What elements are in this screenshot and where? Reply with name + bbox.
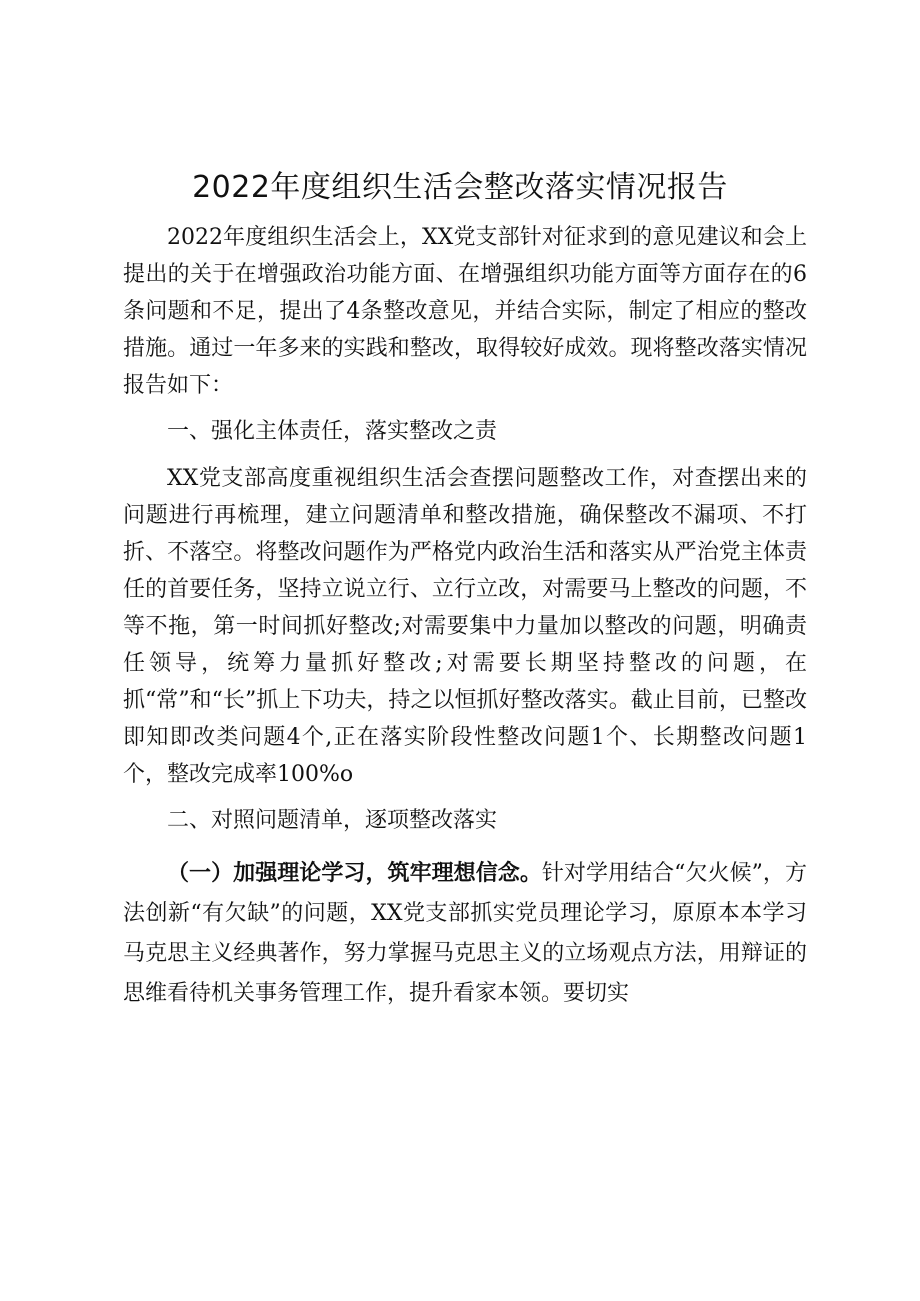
section-2-heading: 二、对照问题清单，逐项整改落实 <box>167 808 498 833</box>
document-body <box>123 219 807 1014</box>
intro-paragraph: 2022年度组织生活会上，XX党支部针对征求到的意见建议和会上提出的关于在增强政治功能方面、在增强组织功能方面等方面存在的6条问题和不足，提出了4条整改意见，并结合实际，制定了相应的整改措施。通过一年多来的实践和整改，取得较好成效。现将整改落实情况报告如下： <box>123 225 807 398</box>
section-2-item-1-lead: （一）加强理论学习，筑牢理想信念。 <box>167 860 542 886</box>
section-1-paragraph: XX党支部高度重视组织生活会查摆问题整改工作，对查摆出来的问题进行再梳理，建立问题清单和整改措施，确保整改不漏项、不打折、不落空。将整改问题作为严格党内政治生活和落实从严治党主体责任的首要任务，坚持立说立行、立行立改，对需要马上整改的问题，不等不拖，第一时间抓好整改;对需要集中力量加以整改的问题，明确责任领导，统筹力量抓好整改;对需要长期坚持整改的问题，在抓“常”和“长”抓上下功夫，持之以恒抓好整改落实。截止目前，已整改即知即改类问题4个,正在落实阶段性整改问题1个、长期整改问题1个，整改完成率100%o <box>123 466 807 787</box>
section-2-item-1-text: 针对学用结合“欠火候”，方法创新“有欠缺”的问题，XX党支部抓实党员理论学习，原原本本学习马克思主义经典著作，努力掌握马克思主义的立场观点方法，用辩证的思维看待机关事务管理工作，提升看家本领。要切实 <box>123 861 807 1006</box>
section-2-item-1-paragraph <box>123 853 807 1014</box>
document-title: 2022年度组织生活会整改落实情况报告 <box>192 170 728 205</box>
section-1-heading: 一、强化主体责任，落实整改之责 <box>167 419 498 444</box>
